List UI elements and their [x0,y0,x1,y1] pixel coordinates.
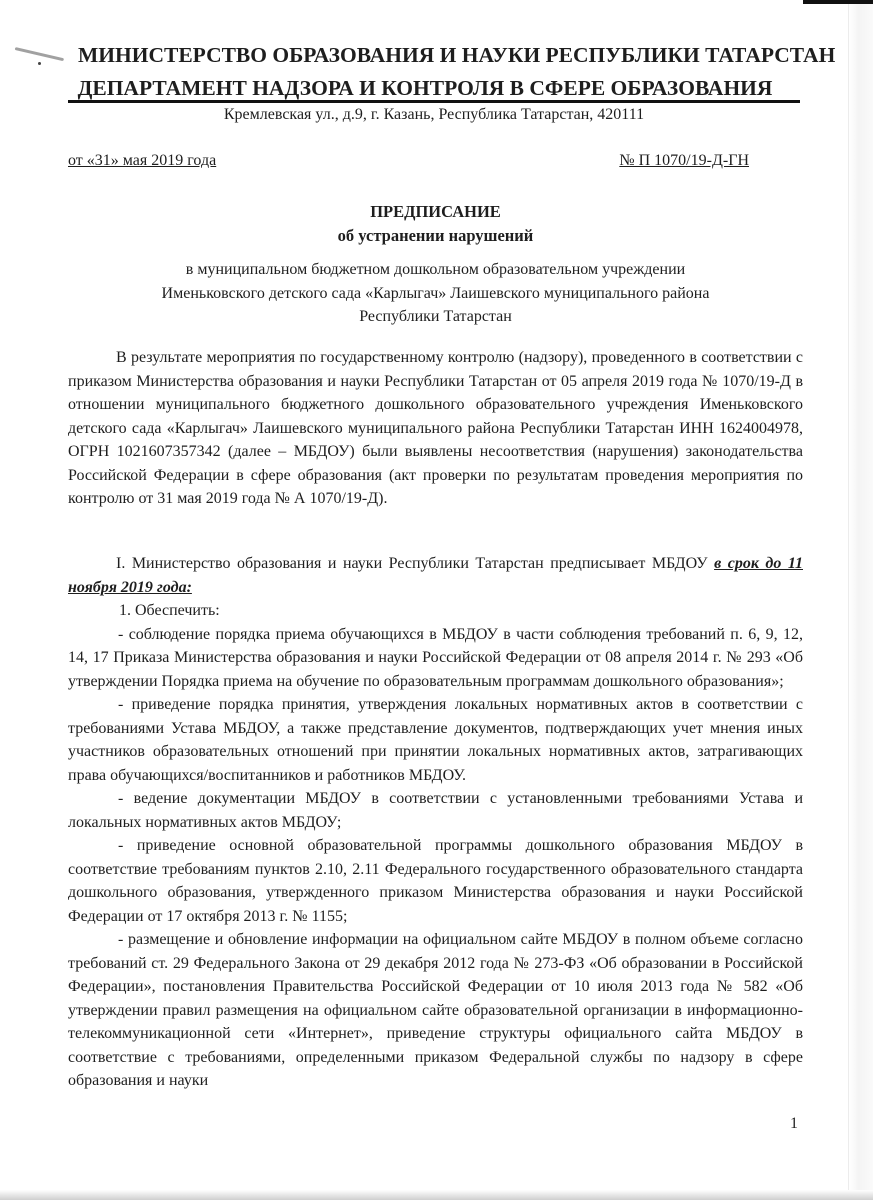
document-title: ПРЕДПИСАНИЕ [370,202,501,221]
page-number: 1 [790,1115,798,1132]
item-heading: 1. Обеспечить: [119,602,220,619]
section-1 [68,552,803,1093]
deadline: в срок до 11 ноября 2019 года: [68,555,803,596]
addressee-line: Именьковского детского сада «Карлыгач» Лаишевского муниципального района [161,284,710,302]
list-item: - приведение порядка принятия, утверждения локальных нормативных актов в соответствии с требованиями Устава МБДОУ, а также представление документов, подтверждающих учет мнения иных участников образовательных отношений при принятии локальных нормативных актов, затрагивающих права обучающихся/воспитанников и работников МБДОУ. [68,696,803,784]
department-name: ДЕПАРТАМЕНТ НАДЗОРА И КОНТРОЛЯ В СФЕРЕ ОБРАЗОВАНИЯ [77,76,773,100]
list-item: - приведение основной образовательной программы дошкольного образования МБДОУ в соответствие требованиям пунктов 2.10, 2.11 Федерального государственного образовательного стандарта дошкольного образования, утвержденного приказом Министерства образования и науки Российской Федерации от 17 октября 2013 г. № 1155; [68,837,803,925]
intro-paragraph: В результате мероприятия по государственному контролю (надзору), проведенного в соответствии с приказом Министерства образования и науки Республики Татарстан от 05 апреля 2019 года № 1070/19-Д в отношении муниципального бюджетного дошкольного образовательного учреждения Именьковского детского сада «Карлыгач» Лаишевского муниципального района Республики Татарстан ИНН 1624004978, ОГРН 1021607357342 (далее – МБДОУ) были выявлены несоответствия (нарушения) законодательства Российской Федерации в сфере образования (акт проверки по результатам проведения мероприятия по контролю от 31 мая 2019 года № А 1070/19-Д). [68,349,803,507]
list-item: - размещение и обновление информации на официальном сайте МБДОУ в полном объеме согласно требований ст. 29 Федерального Закона от 29 декабря 2012 года № 273-ФЗ «Об образовании в Российской Федерации», постановления Правительства Российской Федерации от 10 июля 2013 года № 582 «Об утверждении правил размещения на официальном сайте образовательной организации в информационно-телекоммуникационной сети «Интернет», приведение структуры официального сайта МБДОУ в соответствие с требованиями, определенными приказом Федеральной службы по надзору в сфере образования и науки [68,931,803,1089]
intro-paragraph-block [68,346,803,511]
letterhead-divider [68,100,800,103]
title-block [68,200,803,329]
list-item: - соблюдение порядка приема обучающихся в МБДОУ в части соблюдения требований п. 6, 9, 12, 14, 17 Приказа Министерства образования и науки Российской Федерации от 08 апреля 2014 г. № 293 «Об утверждении Порядка приема на обучение по образовательным программам дошкольного образования»; [68,625,803,690]
addressee-line: в муниципальном бюджетном дошкольном образовательном учреждении [185,261,686,278]
scan-edge-bottom [0,1190,873,1200]
ministry-name: МИНИСТЕРСТВО ОБРАЗОВАНИЯ И НАУКИ РЕСПУБЛИКИ ТАТАРСТАН [78,43,836,67]
scan-edge-right [848,0,873,1200]
list-item: - ведение документации МБДОУ в соответствии с установленными требованиями Устава и локальных нормативных актов МБДОУ; [68,790,803,831]
addressee-line: Республики Татарстан [359,308,512,325]
section-1-lead [68,552,803,599]
address: Кремлевская ул., д.9, г. Казань, Республика Татарстан, 420111 [223,106,645,123]
document-subtitle: об устранении нарушений [337,226,534,245]
addressee [68,258,803,329]
document-date: от «31» мая 2019 года [68,152,217,169]
scan-top-mark [803,0,873,4]
document-number: № П 1070/19-Д-ГН [619,152,749,169]
letterhead [40,38,836,104]
section-1-lead-text: I. Министерство образования и науки Республики Татарстан предписывает МБДОУ [116,555,715,572]
